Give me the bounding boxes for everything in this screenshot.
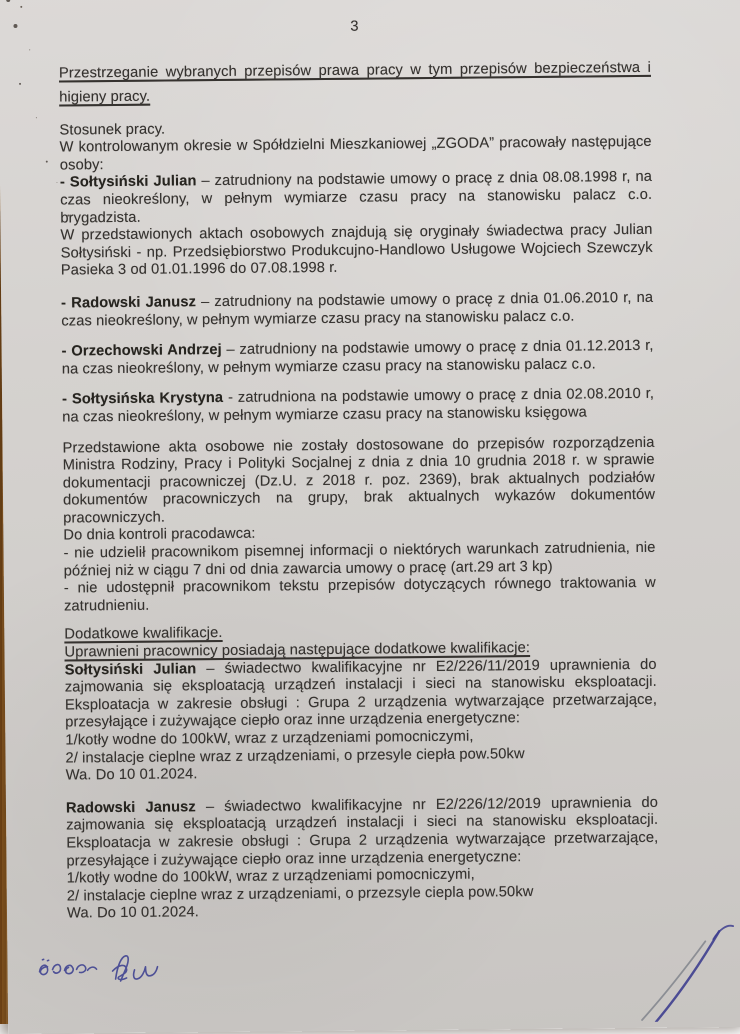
findings-paragraph: Przedstawione akta osobowe nie zostały dostosowane do przepisów rozporządzenia Ministra Rodziny, Pracy i Polityki Socjalnej z dnia z dnia 10 grudnia 2018 r. w sprawie dokumentacji pracowniczej (Dz.U. z 2018 r. poz. 2369), brak aktualnych podziałów dokumentów pracowniczych na grupy, brak aktualnych wykazów dokumentów pracowniczych. (62, 434, 656, 527)
qualification-employee-name: Radowski Janusz (65, 799, 196, 817)
paper-speckles (6, 0, 10, 2)
qualifications-title: Dodatkowe kwalifikacje. (64, 625, 223, 643)
employee-entry (62, 386, 654, 427)
findings-bullet: - nie udostępnił pracownikom tekstu przepisów dotyczących równego traktowania w zatrudnieniu. (63, 575, 656, 615)
employee-entry (60, 169, 652, 227)
employee-entry (61, 290, 653, 331)
employee-details: – zatrudniony na podstawie umowy o pracę z dnia 01.12.2013 r, na czas nieokreślony, w pełnym wymiarze czasu pracy na stanowisku palacz c.o. (61, 337, 654, 378)
qualification-validity: Wa. Do 10 01.2024. (65, 766, 198, 784)
qualification-item: 1/kotły wodne do 100kW, wraz z urządzeniami pomocniczymi, (66, 866, 475, 887)
document-content (58, 0, 659, 923)
qualification-item: 1/kotły wodne do 100kW, wraz z urządzeniami pomocniczymi, (65, 728, 474, 749)
findings-lead-line: Do dnia kontroli pracodawca: (63, 526, 256, 544)
handwritten-signature-left (33, 944, 198, 994)
qualification-item: 2/ instalacje cieplne wraz z urządzeniami, o przezsyle ciepla pow.50kw (66, 883, 534, 905)
qualifications-subtitle: Uprawnieni pracownicy posiadają następujące dodatkowe kwalifikacje: (64, 640, 531, 661)
employee-name: - Radowski Janusz (61, 294, 197, 312)
employee-name: - Sołtysiński Julian (59, 173, 197, 191)
employee-name: - Orzechowski Andrzej (61, 342, 222, 360)
qualification-details: – świadectwo kwalifikacyjne nr E2/226/12/2019 uprawnienia do zajmowania się eksploatacją urządzeń instalacji i sieci na stanowisku eksploatacji. Eksploatacja w zakresie obsługi : Grupa 2 urządzenia wytwarzające przetwarzające, przesyłające i zużywające ciepło oraz inne urządzenia energetyczne: (66, 794, 659, 870)
qualification-entry (65, 656, 658, 732)
main-heading: Przestrzeganie wybranych przepisów prawa pracy w tym przepisów bezpieczeństwa i higieny pracy. (58, 59, 651, 106)
employee-details: – zatrudniony na podstawie umowy o pracę z dnia 01.06.2010 r, na czas nieokreślony, w pełnym wymiarze czasu pracy na stanowisku palacz c.o. (61, 289, 654, 330)
subsection-title: Stosunek pracy. (59, 121, 166, 139)
qualification-item: 2/ instalacje cieplne wraz z urządzeniami, o przesyle ciepła pow.50kw (65, 745, 525, 767)
intro-paragraph: W kontrolowanym okresie w Spółdzielni Mieszkaniowej „ZGODA” pracowały następujące osoby: (59, 134, 652, 174)
employee-details: - zatrudniona na podstawie umowy o pracę z dnia 02.08.2010 r, na czas nieokreślony, w pełnym wymiarze czasu pracy na stanowisku księgowa (62, 386, 655, 426)
handwritten-signature-right (627, 909, 738, 1022)
employee-name: - Sołtysińska Krystyna (61, 390, 224, 408)
qualification-employee-name: Sołtysiński Julian (64, 660, 197, 679)
employee-entry-note: W przedstawionych aktach osobowych znajdują się oryginały świadectwa pracy Julian Sołtysiński - np. Przedsiębiorstwo Produkcujno-Handlowo Usługowe Wojciech Szewczyk Pasieka 3 od 01.01.1996 do 07.08.1998 r. (60, 222, 653, 279)
employee-entry (62, 338, 654, 379)
qualification-entry (66, 795, 659, 871)
qualification-details: – świadectwo kwalifikacyjne nr E2/226/11/2019 uprawnienia do zajmowania się eksploatacją urządzeń instalacji i sieci na stanowisku eksploatacji. Eksploatacja w zakresie obsługi : Grupa 2 urządzenia wytwarzające przetwarzające, przesyłające i zużywające ciepło oraz inne urządzenia energetyczne: (64, 656, 658, 731)
page-number: 3 (350, 18, 359, 35)
qualification-validity: Wa. Do 10 01.2024. (66, 904, 199, 922)
employee-details: – zatrudniony na podstawie umowy o pracę z dnia 08.08.1998 r, na czas nieokreślony, w pełnym wymiarze czasu pracy na stanowisku palacz c.o. brygadzista. (60, 169, 653, 227)
findings-bullet: - nie udzielił pracownikom pisemnej informacji o niektórych warunkach zatrudnienia, nie później niż w ciągu 7 dni od dnia zawarcia umowy o pracę (art.29 art 3 kp) (63, 539, 656, 580)
